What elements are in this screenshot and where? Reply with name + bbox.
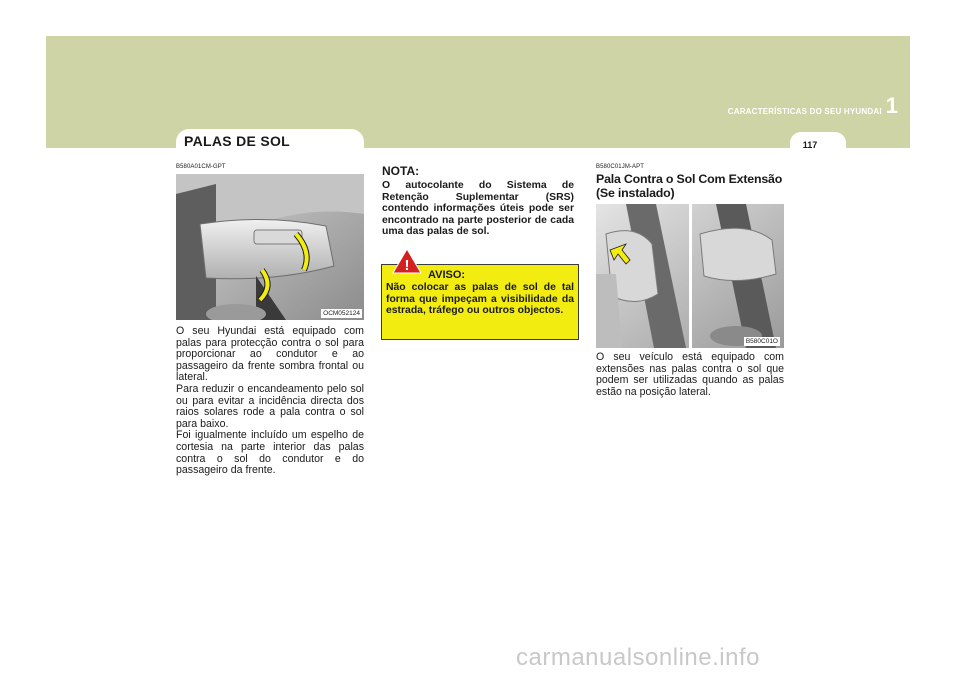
warning-text: Não colocar as palas de sol de tal forma que impeçam a visibilidade da estrada, tráfego ou outros objectos.: [386, 282, 574, 317]
nota-heading: NOTA:: [382, 164, 420, 178]
warning-heading: AVISO:: [428, 269, 466, 281]
chapter-number: 1: [885, 93, 898, 118]
warning-icon-glyph: !: [404, 257, 410, 274]
nota-text: O autocolante do Sistema de Retenção Suplementar (SRS) contendo informações úteis pode ser encontrado na parte posterior de cada uma das palas de sol.: [382, 180, 574, 238]
section-title: PALAS DE SOL: [184, 133, 291, 149]
warning-box: [381, 264, 579, 340]
page-number: 117: [802, 140, 818, 150]
paragraph: O seu Hyundai está equipado com palas para protecção contra o sol para proporcionar ao condutor e ao passageiro da frente sombra frontal ou lateral.: [176, 325, 364, 384]
paragraph: Foi igualmente incluído um espelho de cortesia na parte interior das palas contra o sol do condutor e do passageiro da frente.: [176, 429, 364, 477]
chapter-header: [727, 93, 898, 118]
section-code-right: B580C01JM-APT: [596, 164, 644, 170]
subsection-title: Pala Contra o Sol Com Extensão (Se instalado): [596, 172, 783, 200]
warning-triangle-icon: [392, 248, 422, 274]
left-body-text: [176, 326, 364, 477]
visor-extension-figure: [596, 204, 784, 348]
visor-extension-illustration: [596, 204, 784, 348]
header-band: [46, 36, 910, 148]
chapter-title: CARACTERÍSTICAS DO SEU HYUNDAI: [727, 107, 882, 116]
paragraph: Para reduzir o encandeamento pelo sol ou para evitar a incidência directa dos raios solares rode a pala contra o sol para baixo.: [176, 382, 364, 430]
figure-label: OCM052124: [323, 310, 360, 317]
right-body-text: O seu veículo está equipado com extensões nas palas contra o sol que podem ser utilizadas quando as palas estão na posição lateral.: [596, 351, 784, 398]
nota-block: [382, 164, 574, 238]
section-code: B580A01CM-GPT: [176, 164, 226, 170]
sun-visor-figure: [176, 174, 364, 320]
watermark: carmanualsonline.info: [516, 644, 760, 671]
figure-label-right: B580C01O: [745, 338, 778, 345]
sun-visor-illustration: [176, 174, 364, 320]
